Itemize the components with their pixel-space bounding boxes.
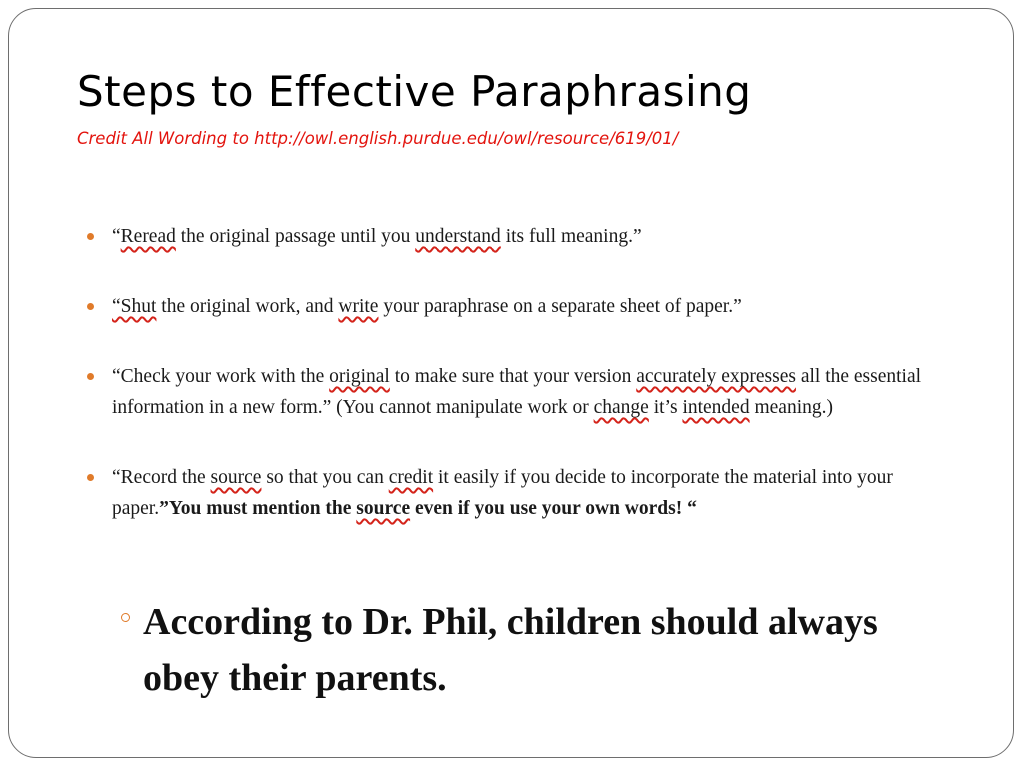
underlined-word: intended — [682, 397, 750, 418]
bullet-text: “ — [112, 226, 121, 247]
bold-emphasis-text: even if you use your own words! “ — [410, 498, 697, 519]
sub-bullet-statement — [121, 594, 963, 706]
bullet-dot-icon — [87, 233, 94, 240]
underlined-word: change — [593, 397, 649, 418]
bullet-text: so that you can — [261, 467, 389, 488]
bullet-text: “Record the — [112, 467, 211, 488]
bullet-text: “Check your work with the — [112, 366, 330, 387]
bullet-item-shut — [85, 291, 965, 322]
bullet-dot-icon — [87, 474, 94, 481]
slide-title: Steps to Effective Paraphrasing — [77, 67, 752, 116]
slide-subtitle: Credit All Wording to http://owl.english.purdue.edu/owl/resource/619/01/ — [77, 129, 679, 148]
bullet-dot-icon — [87, 373, 94, 380]
bullet-list — [85, 221, 965, 563]
hollow-circle-bullet-icon — [121, 613, 130, 622]
bullet-text: your paraphrase on a separate sheet of paper.” — [378, 296, 742, 317]
underlined-word: “Shut — [112, 296, 157, 317]
underlined-word: credit — [388, 467, 434, 488]
underlined-word: original — [329, 366, 390, 387]
bullet-text: the original work, and — [156, 296, 339, 317]
slide-frame — [8, 8, 1014, 758]
bullet-text: its full meaning.” — [500, 226, 642, 247]
bold-emphasis-text: ”You must mention the — [159, 498, 357, 519]
bullet-dot-icon — [87, 303, 94, 310]
bullet-text: it’s — [648, 397, 683, 418]
bullet-text: all the essential information in a new form.” (You cannot manipulate work or — [112, 366, 922, 418]
underlined-word: Reread — [120, 226, 176, 247]
underlined-word: accurately expresses — [636, 366, 796, 387]
bullet-text: the original passage until you — [175, 226, 416, 247]
sub-bullet-text: According to Dr. Phil, children should always obey their parents. — [143, 601, 878, 699]
bullet-item-check — [85, 361, 965, 423]
underlined-word: source — [356, 498, 411, 519]
bullet-text: meaning.) — [749, 397, 833, 418]
bullet-text: to make sure that your version — [389, 366, 637, 387]
underlined-word: write — [338, 296, 379, 317]
bullet-text: it easily if you decide to incorporate the material into your paper. — [112, 467, 893, 519]
bullet-item-reread — [85, 221, 965, 252]
bullet-item-record — [85, 462, 965, 524]
underlined-word: source — [210, 467, 262, 488]
underlined-word: understand — [415, 226, 501, 247]
